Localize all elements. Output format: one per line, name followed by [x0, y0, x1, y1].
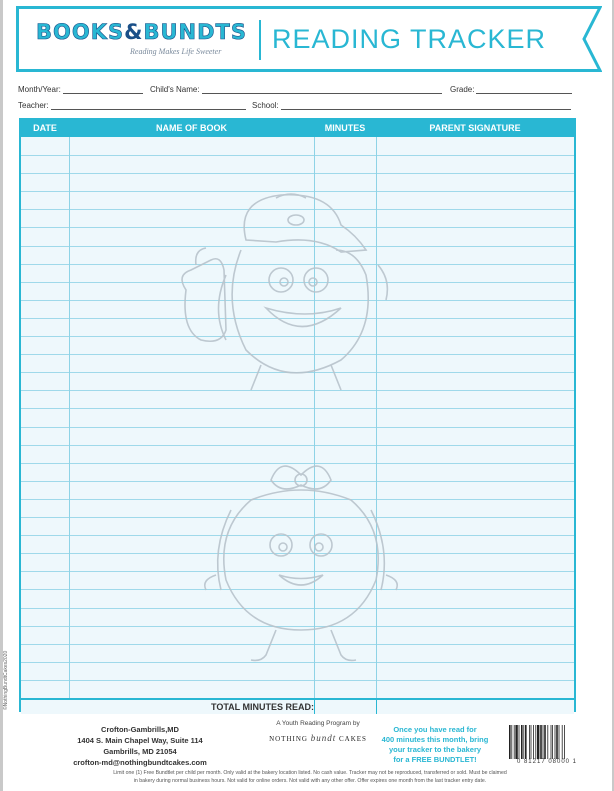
childs-name-line[interactable] — [202, 85, 442, 94]
teacher-line[interactable] — [51, 101, 246, 110]
barcode-bar — [537, 725, 539, 761]
bakery-address — [40, 724, 240, 768]
barcode-bar — [556, 725, 558, 761]
school-line[interactable] — [281, 101, 571, 110]
table-row-line — [21, 173, 574, 174]
childs-name-field[interactable] — [150, 85, 442, 94]
bakery-email: crofton-md@nothingbundtcakes.com — [73, 758, 207, 767]
col-header-signature: PARENT SIGNATURE — [429, 123, 521, 133]
school-field[interactable] — [252, 101, 571, 110]
barcode-bar — [515, 725, 517, 761]
grade-label: Grade: — [450, 85, 475, 94]
table-row-line — [21, 427, 574, 428]
bakery-street: 1404 S. Main Chapel Way, Suite 114 — [77, 736, 203, 745]
barcode-bar — [559, 725, 560, 761]
program-tagline: A Youth Reading Program by — [276, 720, 360, 727]
barcode-bar — [547, 725, 548, 761]
logo-ampersand: & — [124, 20, 144, 44]
table-row-line — [21, 408, 574, 409]
total-minutes-row — [21, 698, 574, 714]
fine-print — [60, 770, 560, 785]
logo-books: BOOKS — [36, 20, 125, 44]
promo-line: 400 minutes this month, bring — [381, 735, 489, 744]
bakery-city: Gambrills, MD 21054 — [103, 747, 177, 756]
barcode-bar — [521, 725, 523, 761]
reading-log-table — [19, 118, 576, 712]
childs-name-label: Child's Name: — [150, 85, 200, 94]
logo-bundt: bundt — [310, 733, 337, 743]
teacher-field[interactable] — [18, 101, 246, 110]
logo-cakes: CAKES — [338, 735, 367, 743]
table-row-line — [21, 155, 574, 156]
header-divider — [259, 20, 261, 60]
barcode-bar — [551, 725, 552, 761]
barcode-bar — [543, 725, 544, 761]
promo-line: Once you have read for — [393, 725, 477, 734]
barcode-bar — [519, 725, 520, 761]
boy-bundt-mascot-watermark — [166, 180, 416, 400]
month-year-label: Month/Year: — [18, 85, 61, 94]
col-header-date: DATE — [33, 123, 57, 133]
free-bundtlet-promo — [370, 725, 500, 765]
header-banner — [16, 6, 600, 76]
table-row-line — [21, 680, 574, 681]
barcode-number: 0 81217 08000 1 — [507, 759, 587, 765]
total-minutes-label: TOTAL MINUTES READ: — [211, 702, 314, 712]
col-header-book: NAME OF BOOK — [156, 123, 227, 133]
promo-line: your tracker to the bakery — [388, 745, 482, 754]
barcode-bar — [529, 725, 530, 761]
copyright-notice: ©NothingBundtCakes2020 — [3, 650, 9, 710]
program-credit — [258, 720, 378, 746]
logo-tagline: Reading Makes Life Sweeter — [130, 47, 222, 56]
books-and-bundts-logo — [36, 20, 246, 64]
logo-bundts: BUNDTS — [143, 20, 247, 44]
barcode-bar — [525, 725, 527, 761]
page-title: READING TRACKER — [272, 24, 547, 54]
nothing-bundt-cakes-logo — [269, 733, 367, 743]
barcode-bar — [540, 725, 542, 761]
logo-nothing: NOTHING — [269, 735, 308, 743]
fine-print-line: in bakery during normal business hours. Not valid for online orders. Not valid with any other offer. Offer expires one month from the last tracker entry date. — [133, 777, 487, 784]
barcode-bar — [514, 725, 515, 761]
total-divider — [314, 700, 315, 714]
school-label: School: — [252, 101, 279, 110]
header-flag-shape — [572, 6, 602, 72]
barcode-bar — [511, 725, 512, 761]
table-row-line — [21, 445, 574, 446]
col-header-minutes: MINUTES — [324, 123, 366, 133]
barcode-bar — [533, 725, 534, 761]
barcode-bar — [523, 725, 524, 761]
barcode-bar — [509, 725, 511, 761]
barcode-bar — [552, 725, 553, 761]
table-header — [21, 120, 574, 137]
promo-line: for a FREE BUNDTLET! — [393, 755, 477, 764]
teacher-label: Teacher: — [18, 101, 49, 110]
month-year-line[interactable] — [63, 85, 143, 94]
barcode-bar — [544, 725, 546, 761]
col-divider — [69, 137, 70, 699]
grade-line[interactable] — [476, 85, 572, 94]
month-year-field[interactable] — [18, 85, 143, 94]
bakery-name: Crofton-Gambrills,MD — [101, 725, 179, 734]
barcode-bar — [562, 725, 563, 761]
grade-field[interactable] — [450, 85, 572, 94]
barcode-bar — [564, 725, 565, 761]
barcode-bar — [535, 725, 536, 761]
barcode-bar — [531, 725, 532, 761]
barcode-bar — [555, 725, 556, 761]
total-divider — [376, 700, 377, 714]
fine-print-line: Limit one (1) Free Bundtlet per child per month. Only valid at the bakery location listed. No cash value. Tracker may not be reproduced, transferred or sold. Must be claimed — [113, 770, 507, 776]
girl-bundt-mascot-watermark — [191, 450, 421, 670]
